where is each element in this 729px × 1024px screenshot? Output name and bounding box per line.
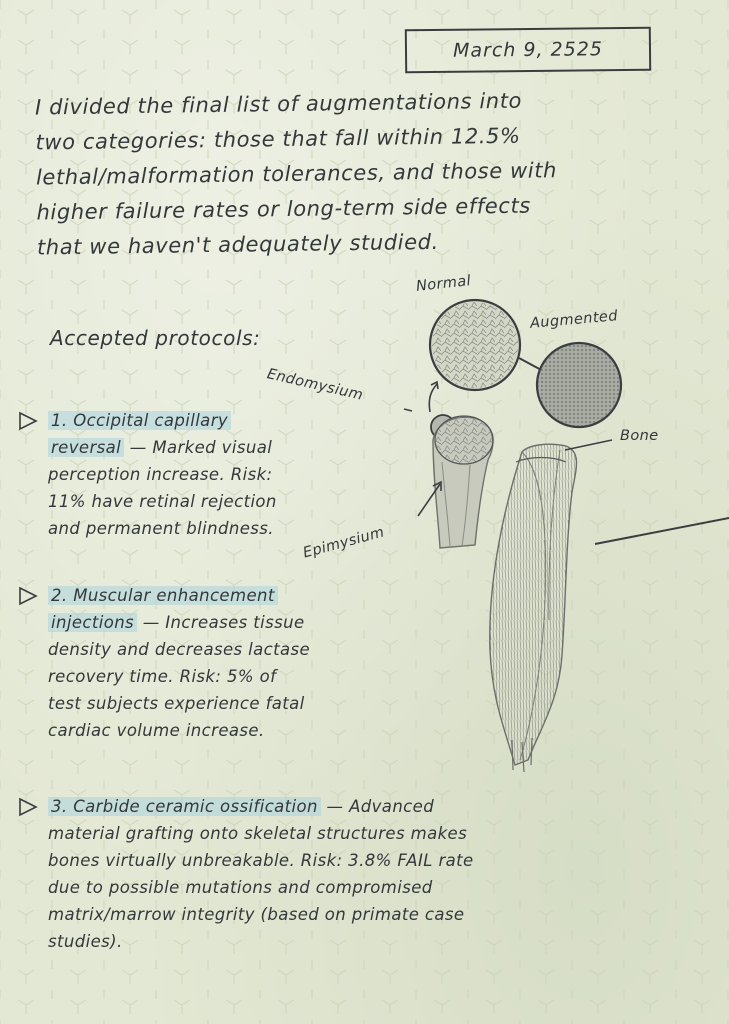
label-bone: Bone [620, 428, 659, 444]
protocol-text: bones virtually unbreakable. Risk: 3.8% FAIL rate [48, 851, 474, 870]
protocol-text: matrix/marrow integrity (based on primate case [48, 905, 465, 924]
protocol-name: reversal [48, 438, 124, 457]
protocol-name: 3. Carbide ceramic ossification [48, 797, 321, 816]
label-endomysium: Endomysium [265, 366, 365, 404]
protocol-text: and permanent blindness. [48, 519, 274, 538]
label-normal: Normal [415, 273, 472, 295]
muscle-belly [490, 444, 577, 765]
intro-line: I divided the final list of augmentations into [34, 88, 523, 120]
label-augmented: Augmented [529, 308, 619, 332]
protocol-text: studies). [48, 932, 123, 951]
intro-line: that we haven't adequately studied. [36, 229, 440, 260]
protocol-text: material grafting onto skeletal structures makes [48, 824, 468, 843]
protocol-text: perception increase. Risk: [48, 465, 273, 484]
protocol-text: due to possible mutations and compromised [48, 878, 433, 897]
augmented-tissue-circle [537, 343, 621, 427]
entry-date: March 9, 2525 [452, 38, 604, 62]
protocol-text: 11% have retinal rejection [48, 492, 277, 511]
section-title: Accepted protocols: [50, 326, 261, 350]
protocol-text: — Marked visual [124, 438, 273, 457]
protocol-text: density and decreases lactase [48, 640, 311, 659]
protocol-name: injections [48, 613, 137, 632]
protocol-name: 1. Occipital capillary [48, 411, 231, 430]
protocol-text: cardiac volume increase. [48, 721, 265, 740]
protocol-text: recovery time. Risk: 5% of [48, 667, 277, 686]
intro-line: two categories: those that fall within 12.5% [35, 123, 521, 155]
intro-line: lethal/malformation tolerances, and those with [35, 158, 558, 190]
protocol-text: — Increases tissue [137, 613, 305, 632]
protocol-name: 2. Muscular enhancement [48, 586, 278, 605]
label-epimysium: Epimysium [301, 524, 387, 562]
protocol-text: test subjects experience fatal [48, 694, 305, 713]
intro-line: higher failure rates or long-term side effects [36, 193, 532, 225]
protocol-text: — Advanced [320, 797, 435, 816]
